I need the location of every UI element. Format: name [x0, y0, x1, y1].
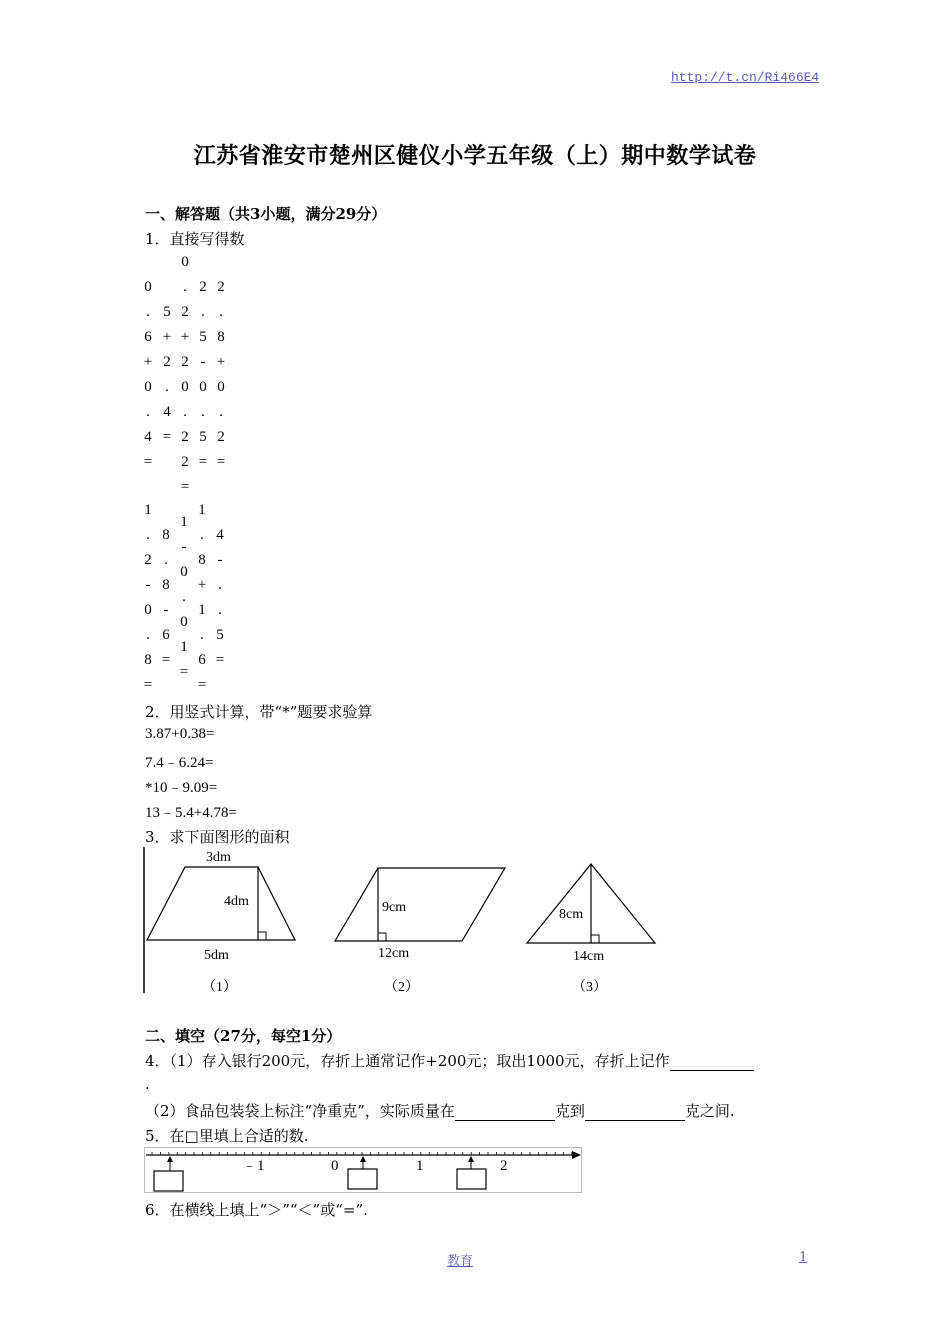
q4-line1-end: . — [145, 1075, 150, 1093]
q2-item: 7.4﹣6.24= — [145, 755, 214, 771]
trapezoid-top-label: 3dm — [206, 850, 231, 865]
q4-line1 — [145, 1050, 754, 1071]
q4-line1-text: 4．（1）存入银行200元，存折上通常记作+200元；取出1000元，存折上记作 — [145, 1052, 670, 1070]
numberline-label: 0 — [331, 1158, 339, 1174]
q4-blank-3[interactable] — [585, 1104, 685, 1121]
q6-label: 6．在横线上填上“＞”“＜”或“=”. — [145, 1201, 368, 1219]
q2-item: *10﹣9.09= — [145, 780, 218, 796]
q1-g1-col: 2 . 8 + 0 . 2 = — [216, 279, 226, 470]
q4-blank-2[interactable] — [455, 1104, 555, 1121]
q1-g2-col: 1 . 8 + 1 . 6 = — [197, 502, 207, 693]
numberline-label: 1 — [416, 1158, 424, 1174]
parallelogram-caption: （2） — [384, 980, 419, 995]
triangle-height-label: 8cm — [559, 907, 584, 922]
answer-box[interactable] — [154, 1156, 183, 1191]
section-1-heading: 一、解答题（共3小题，满分29分） — [145, 205, 387, 223]
header-url[interactable]: http://t.cn/Ri466E4 — [671, 70, 820, 85]
parallelogram-height-label: 9cm — [382, 900, 407, 915]
triangle-base-label: 14cm — [573, 949, 605, 964]
page-title: 江苏省淮安市楚州区健仪小学五年级（上）期中数学试卷 — [193, 143, 757, 169]
trapezoid-bottom-label: 5dm — [204, 948, 229, 963]
q2-item: 3.87+0.38= — [145, 726, 215, 742]
page-number: 1 — [799, 1250, 808, 1265]
q1-label: 1．直接写得数 — [145, 230, 245, 248]
number-line — [144, 1147, 584, 1195]
triangle-figure — [527, 864, 655, 995]
q4-line2-text: （2）食品包装袋上标注“净重克”，实际质量在 — [145, 1102, 455, 1120]
q1-group2 — [141, 498, 241, 698]
numberline-label: 2 — [500, 1158, 508, 1174]
q1-g1-col: 2 . 5 - 0 . 5 = — [198, 279, 208, 470]
parallelogram-figure — [335, 868, 505, 995]
q1-g2-col: 8 . 8 - 6 = — [161, 527, 171, 668]
parallelogram-base-label: 12cm — [378, 946, 410, 961]
q1-g2-col: 4 - . . 5 = — [215, 527, 225, 668]
q4-line2 — [145, 1100, 735, 1121]
answer-box[interactable] — [348, 1156, 377, 1189]
footer-link[interactable]: 教育 — [446, 1254, 473, 1269]
q4-line2-text: 克到 — [554, 1102, 585, 1120]
q1-g1-col: 0 . 2 + 2 0 . 2 2 = — [180, 254, 190, 495]
q2-label: 2．用竖式计算，带“*”题要求验算 — [145, 703, 373, 721]
q5-label: 5．在□里填上合适的数. — [145, 1127, 309, 1145]
q1-g2-col: 1 - 0 . 0 1 = — [179, 514, 189, 680]
q1-g2-col: 1 . 2 - 0 . 8 = — [143, 502, 153, 693]
q4-line2-text: 克之间. — [684, 1102, 735, 1120]
answer-box[interactable] — [457, 1156, 486, 1189]
q1-group1 — [141, 250, 241, 500]
q3-label: 3．求下面图形的面积 — [145, 828, 290, 846]
q3-figures — [140, 845, 670, 1000]
numberline-label: ﹣1 — [242, 1158, 265, 1174]
q2-item: 13﹣5.4+4.78= — [145, 805, 237, 821]
q4-blank-1[interactable] — [670, 1054, 754, 1071]
q1-g1-col: 0 . 6 + 0 . 4 = — [143, 279, 153, 470]
q1-g1-col: 5 + 2 . 4 = — [162, 304, 172, 445]
trapezoid-height-label: 4dm — [224, 894, 249, 909]
triangle-caption: （3） — [572, 980, 607, 995]
trapezoid-caption: （1） — [202, 980, 237, 995]
arrow-head — [572, 1151, 581, 1159]
trapezoid-figure — [147, 850, 295, 995]
section-2-heading: 二、填空（27分，每空1分） — [145, 1027, 342, 1045]
